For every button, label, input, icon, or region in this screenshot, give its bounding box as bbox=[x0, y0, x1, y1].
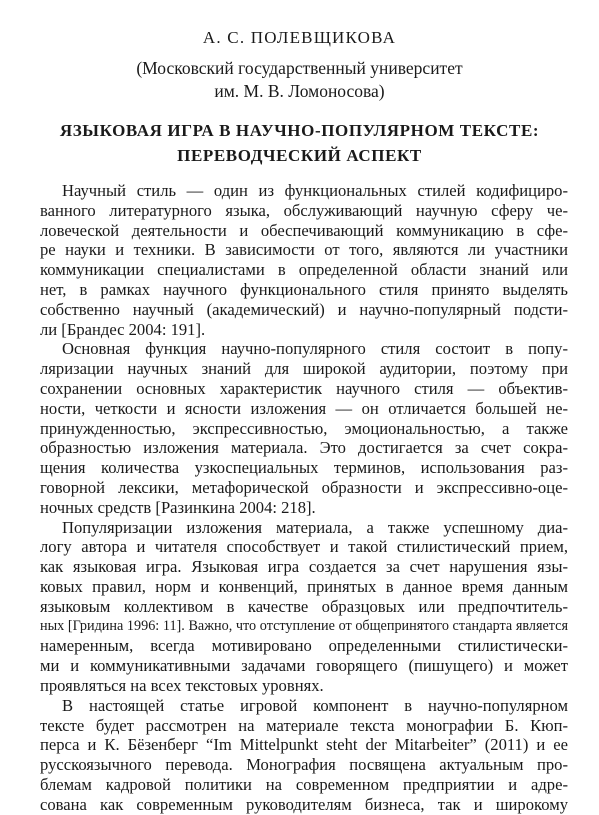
paragraph-line: Основная функция научно-популярного стиля состоит в попу- bbox=[62, 339, 568, 359]
paragraph-line: ловеческой деятельности и обеспечивающий коммуникацию в сфе- bbox=[40, 220, 568, 240]
paragraph-line: собственно научный (академический) и научно-популярный подсти- bbox=[40, 299, 568, 319]
article-body bbox=[40, 181, 568, 815]
affiliation-line: (Московский государственный университет bbox=[136, 58, 463, 78]
paragraph-line: как языковая игра. Языковая игра создается за счет нарушения язы- bbox=[40, 557, 568, 577]
paragraph-line: намеренным, всегда мотивировано определенными стилистически- bbox=[40, 636, 568, 656]
paragraph-line: сована как современным руководителям бизнеса, так и широкому bbox=[40, 794, 568, 814]
paragraph-line: логу автора и читателя способствует и такой стилистический прием, bbox=[40, 537, 568, 557]
paragraph-line: образностью изложения материала. Это достигается за счет сокра- bbox=[40, 438, 568, 458]
article-title bbox=[0, 118, 599, 168]
paragraph bbox=[40, 339, 568, 517]
paragraph-line: русскоязычного перевода. Монография посвящена актуальным про- bbox=[40, 755, 568, 775]
paragraph-line: ляризации научных знаний для широкой аудитории, поэтому при bbox=[40, 359, 568, 379]
paragraph-line: В настоящей статье игровой компонент в научно-популярном bbox=[62, 695, 568, 715]
paragraph-line: Популяризации изложения материала, а также успешному диа- bbox=[62, 517, 568, 537]
paragraph-line: нет, в рамках научного функционального стиля принято выделять bbox=[40, 279, 568, 299]
paragraph bbox=[40, 181, 568, 339]
author-affiliation bbox=[0, 57, 599, 103]
paragraph-line: тексте будет рассмотрен на материале текста монографии Б. Кюп- bbox=[40, 715, 568, 735]
paragraph-line: ковых правил, норм и конвенций, принятых в данное время данным bbox=[40, 576, 568, 596]
paragraph-line: Научный стиль — один из функциональных стилей кодифициро- bbox=[62, 181, 568, 200]
paragraph-line: щения количества узкоспециальных терминов, использования раз- bbox=[40, 458, 568, 478]
paragraph-line: проявляться на всех текстовых уровнях. bbox=[40, 675, 324, 695]
paragraph-line: ночных средств [Разинкина 2004: 218]. bbox=[40, 497, 316, 517]
paragraph-line: говорной лексики, метафорической образности и экспрессивно-оце- bbox=[40, 477, 568, 497]
paragraph bbox=[40, 518, 568, 696]
paragraph-line: перса и К. Бёзенберг “Im Mittelpunkt steht der Mitarbeiter” (2011) и ее bbox=[40, 735, 568, 755]
author-name: А. С. ПОЛЕВЩИКОВА bbox=[202, 28, 397, 47]
paragraph-line: принужденностью, экспрессивностью, эмоциональностью, а также bbox=[40, 418, 568, 438]
paragraph-line: сохранении основных характеристик научного стиля — объектив- bbox=[40, 378, 568, 398]
title-line: ЯЗЫКОВАЯ ИГРА В НАУЧНО-ПОПУЛЯРНОМ ТЕКСТЕ: bbox=[59, 121, 540, 140]
paragraph-line: языковым коллективом в качестве образцовых или предпочтитель- bbox=[40, 596, 568, 616]
paragraph-line: ных [Гридина 1996: 11]. Важно, что отступление от общепринятого стандарта является bbox=[40, 617, 568, 634]
paragraph-line: ванного литературного языка, обслуживающий научную сферу че- bbox=[40, 200, 568, 220]
title-line: ПЕРЕВОДЧЕСКИЙ АСПЕКТ bbox=[177, 146, 422, 165]
paragraph-line: ности, четкости и ясности изложения — он отличается большей не- bbox=[40, 398, 568, 418]
paragraph-line: ли [Брандес 2004: 191]. bbox=[40, 319, 206, 339]
affiliation-line: им. М. В. Ломоносова) bbox=[214, 81, 385, 101]
paragraph-line: коммуникации специалистами в определенной области знаний или bbox=[40, 260, 568, 280]
paragraph-line: блемам кадровой политики на современном предприятии и адре- bbox=[40, 774, 568, 794]
paragraph-line: ре науки и техники. В зависимости от того, являются ли участники bbox=[40, 240, 568, 260]
paragraph-line: ми и коммуникативными задачами говорящего (пишущего) и может bbox=[40, 656, 568, 676]
paragraph bbox=[40, 696, 568, 815]
